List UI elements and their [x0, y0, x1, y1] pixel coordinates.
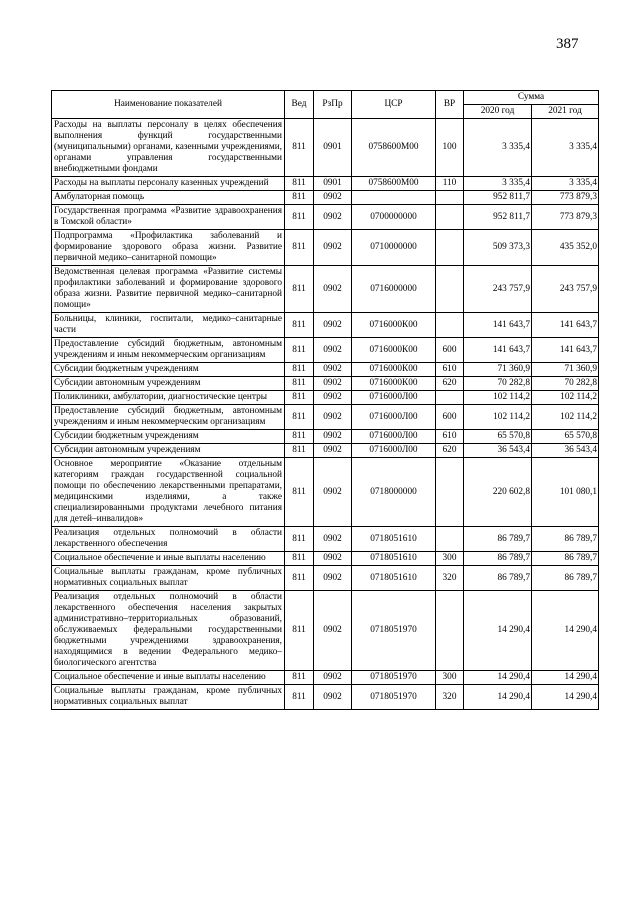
cell-name: Реализация отдельных полномочий в области лекарственного обеспечения населения закрытых административно–территориальных образований, обслуживаемых федеральными государственными бюджетными учреждениями здравоохранения, находящимися в ведении Федерального медико–биологического агентства [52, 591, 285, 671]
cell-sum-2021: 86 789,7 [532, 527, 599, 552]
cell-csr: 0718051610 [352, 566, 436, 591]
table-row [52, 119, 599, 177]
cell-sum-2021: 65 570,8 [532, 430, 599, 444]
cell-ved: 811 [285, 205, 314, 230]
table-row [52, 177, 599, 191]
table-row [52, 391, 599, 405]
cell-sum-2021: 14 290,4 [532, 671, 599, 685]
cell-rzpr: 0902 [314, 444, 352, 458]
cell-csr: 0716000000 [352, 266, 436, 313]
cell-sum-2020: 70 282,8 [464, 377, 532, 391]
cell-csr: 0718051970 [352, 671, 436, 685]
cell-name: Подпрограмма «Профилактика заболеваний и формирование здорового образа жизни. Развитие первичной медико–санитарной помощи» [52, 230, 285, 266]
cell-ved: 811 [285, 363, 314, 377]
cell-csr: 0758600М00 [352, 119, 436, 177]
cell-csr: 0716000Л00 [352, 391, 436, 405]
cell-name: Государственная программа «Развитие здравоохранения в Томской области» [52, 205, 285, 230]
cell-rzpr: 0902 [314, 405, 352, 430]
table-row [52, 363, 599, 377]
cell-ved: 811 [285, 119, 314, 177]
cell-name: Реализация отдельных полномочий в области лекарственного обеспечения [52, 527, 285, 552]
cell-name: Субсидии автономным учреждениям [52, 377, 285, 391]
cell-ved: 811 [285, 458, 314, 527]
cell-sum-2020: 243 757,9 [464, 266, 532, 313]
cell-vr: 100 [436, 119, 464, 177]
cell-sum-2021: 243 757,9 [532, 266, 599, 313]
cell-csr: 0710000000 [352, 230, 436, 266]
cell-rzpr: 0902 [314, 552, 352, 566]
cell-sum-2021: 102 114,2 [532, 391, 599, 405]
table-row [52, 552, 599, 566]
table-row [52, 266, 599, 313]
cell-vr [436, 527, 464, 552]
cell-name: Амбулаторная помощь [52, 191, 285, 205]
cell-sum-2020: 65 570,8 [464, 430, 532, 444]
cell-name: Поликлиники, амбулатории, диагностические центры [52, 391, 285, 405]
cell-ved: 811 [285, 391, 314, 405]
table-header [52, 91, 599, 119]
cell-vr: 600 [436, 405, 464, 430]
cell-name: Субсидии автономным учреждениям [52, 444, 285, 458]
cell-name: Больницы, клиники, госпитали, медико–санитарные части [52, 313, 285, 338]
cell-vr: 610 [436, 363, 464, 377]
cell-name: Предоставление субсидий бюджетным, автономным учреждениям и иным некоммерческим организациям [52, 338, 285, 363]
cell-sum-2020: 509 373,3 [464, 230, 532, 266]
cell-rzpr: 0901 [314, 119, 352, 177]
cell-ved: 811 [285, 591, 314, 671]
cell-rzpr: 0902 [314, 458, 352, 527]
cell-sum-2021: 36 543,4 [532, 444, 599, 458]
table-row [52, 338, 599, 363]
cell-sum-2021: 14 290,4 [532, 685, 599, 710]
table-row [52, 685, 599, 710]
cell-sum-2020: 141 643,7 [464, 313, 532, 338]
cell-rzpr: 0902 [314, 230, 352, 266]
cell-sum-2020: 86 789,7 [464, 527, 532, 552]
cell-name: Социальное обеспечение и иные выплаты населению [52, 552, 285, 566]
cell-vr [436, 458, 464, 527]
cell-rzpr: 0902 [314, 338, 352, 363]
cell-name: Социальное обеспечение и иные выплаты населению [52, 671, 285, 685]
cell-rzpr: 0902 [314, 205, 352, 230]
cell-name: Социальные выплаты гражданам, кроме публичных нормативных социальных выплат [52, 566, 285, 591]
cell-ved: 811 [285, 444, 314, 458]
cell-rzpr: 0901 [314, 177, 352, 191]
cell-ved: 811 [285, 191, 314, 205]
header-name: Наименование показателей [52, 91, 285, 119]
cell-csr: 0758600М00 [352, 177, 436, 191]
cell-vr: 320 [436, 685, 464, 710]
cell-vr: 600 [436, 338, 464, 363]
cell-vr: 300 [436, 671, 464, 685]
cell-ved: 811 [285, 338, 314, 363]
cell-sum-2021: 141 643,7 [532, 313, 599, 338]
cell-csr: 0716000К00 [352, 363, 436, 377]
cell-vr [436, 230, 464, 266]
cell-vr [436, 266, 464, 313]
cell-csr: 0718051970 [352, 685, 436, 710]
table-row [52, 230, 599, 266]
table-row [52, 591, 599, 671]
cell-rzpr: 0902 [314, 591, 352, 671]
cell-csr: 0700000000 [352, 205, 436, 230]
cell-rzpr: 0902 [314, 685, 352, 710]
cell-sum-2020: 102 114,2 [464, 405, 532, 430]
header-csr: ЦСР [352, 91, 436, 119]
cell-ved: 811 [285, 266, 314, 313]
cell-csr [352, 191, 436, 205]
header-year-2021: 2021 год [532, 105, 599, 119]
cell-csr: 0716000Л00 [352, 430, 436, 444]
cell-sum-2020: 952 811,7 [464, 205, 532, 230]
cell-csr: 0716000Л00 [352, 444, 436, 458]
cell-ved: 811 [285, 177, 314, 191]
cell-sum-2021: 3 335,4 [532, 177, 599, 191]
cell-rzpr: 0902 [314, 377, 352, 391]
cell-sum-2021: 71 360,9 [532, 363, 599, 377]
cell-ved: 811 [285, 685, 314, 710]
cell-rzpr: 0902 [314, 313, 352, 338]
cell-sum-2021: 70 282,8 [532, 377, 599, 391]
cell-ved: 811 [285, 552, 314, 566]
cell-vr [436, 205, 464, 230]
cell-sum-2021: 101 080,1 [532, 458, 599, 527]
cell-sum-2020: 86 789,7 [464, 566, 532, 591]
cell-sum-2020: 71 360,9 [464, 363, 532, 377]
table-body [52, 119, 599, 710]
cell-rzpr: 0902 [314, 391, 352, 405]
cell-sum-2020: 141 643,7 [464, 338, 532, 363]
cell-name: Предоставление субсидий бюджетным, автономным учреждениям и иным некоммерческим организациям [52, 405, 285, 430]
cell-sum-2020: 3 335,4 [464, 177, 532, 191]
table-row [52, 527, 599, 552]
cell-vr: 620 [436, 377, 464, 391]
cell-csr: 0718051610 [352, 527, 436, 552]
header-year-2020: 2020 год [464, 105, 532, 119]
cell-rzpr: 0902 [314, 430, 352, 444]
table-row [52, 191, 599, 205]
cell-name: Расходы на выплаты персоналу в целях обеспечения выполнения функций государственными (муниципальными) органами, казенными учреждениями, органами управления государственными внебюджетными фондами [52, 119, 285, 177]
cell-ved: 811 [285, 671, 314, 685]
cell-csr: 0716000К00 [352, 338, 436, 363]
page-number: 387 [556, 36, 579, 52]
cell-sum-2021: 3 335,4 [532, 119, 599, 177]
cell-rzpr: 0902 [314, 266, 352, 313]
cell-sum-2020: 220 602,8 [464, 458, 532, 527]
cell-rzpr: 0902 [314, 566, 352, 591]
cell-sum-2020: 14 290,4 [464, 671, 532, 685]
cell-vr: 620 [436, 444, 464, 458]
table-row [52, 405, 599, 430]
cell-ved: 811 [285, 377, 314, 391]
table-row [52, 566, 599, 591]
cell-sum-2021: 102 114,2 [532, 405, 599, 430]
cell-sum-2020: 952 811,7 [464, 191, 532, 205]
table-row [52, 458, 599, 527]
cell-sum-2021: 773 879,3 [532, 205, 599, 230]
cell-csr: 0718051970 [352, 591, 436, 671]
budget-table [51, 90, 599, 710]
cell-sum-2021: 86 789,7 [532, 566, 599, 591]
table-row [52, 313, 599, 338]
cell-vr: 320 [436, 566, 464, 591]
cell-sum-2020: 14 290,4 [464, 591, 532, 671]
cell-csr: 0716000Л00 [352, 405, 436, 430]
cell-sum-2020: 3 335,4 [464, 119, 532, 177]
cell-rzpr: 0902 [314, 191, 352, 205]
cell-name: Ведомственная целевая программа «Развитие системы профилактики заболеваний и формирование здорового образа жизни. Развитие первичной медико–санитарной помощи» [52, 266, 285, 313]
cell-rzpr: 0902 [314, 363, 352, 377]
cell-ved: 811 [285, 313, 314, 338]
cell-vr [436, 591, 464, 671]
header-vr: ВР [436, 91, 464, 119]
header-rzpr: РзПр [314, 91, 352, 119]
cell-sum-2020: 86 789,7 [464, 552, 532, 566]
cell-sum-2020: 14 290,4 [464, 685, 532, 710]
table-row [52, 444, 599, 458]
cell-sum-2021: 14 290,4 [532, 591, 599, 671]
cell-ved: 811 [285, 527, 314, 552]
cell-vr [436, 313, 464, 338]
cell-sum-2020: 36 543,4 [464, 444, 532, 458]
cell-ved: 811 [285, 430, 314, 444]
cell-name: Субсидии бюджетным учреждениям [52, 363, 285, 377]
table-row [52, 430, 599, 444]
cell-rzpr: 0902 [314, 527, 352, 552]
cell-sum-2021: 86 789,7 [532, 552, 599, 566]
header-sum: Сумма [464, 91, 599, 105]
cell-sum-2021: 141 643,7 [532, 338, 599, 363]
cell-vr [436, 391, 464, 405]
header-ved: Вед [285, 91, 314, 119]
cell-csr: 0718000000 [352, 458, 436, 527]
cell-vr: 610 [436, 430, 464, 444]
cell-rzpr: 0902 [314, 671, 352, 685]
cell-ved: 811 [285, 405, 314, 430]
cell-name: Субсидии бюджетным учреждениям [52, 430, 285, 444]
cell-name: Основное мероприятие «Оказание отдельным категориям граждан государственной социальной помощи по обеспечению лекарственными препаратами, медицинскими изделиями, а также специализированными продуктами лечебного питания для детей–инвалидов» [52, 458, 285, 527]
cell-csr: 0716000К00 [352, 377, 436, 391]
cell-sum-2020: 102 114,2 [464, 391, 532, 405]
cell-vr [436, 191, 464, 205]
table-row [52, 377, 599, 391]
cell-sum-2021: 773 879,3 [532, 191, 599, 205]
cell-vr: 300 [436, 552, 464, 566]
cell-sum-2021: 435 352,0 [532, 230, 599, 266]
cell-name: Социальные выплаты гражданам, кроме публичных нормативных социальных выплат [52, 685, 285, 710]
table-row [52, 671, 599, 685]
cell-csr: 0716000К00 [352, 313, 436, 338]
cell-ved: 811 [285, 566, 314, 591]
cell-csr: 0718051610 [352, 552, 436, 566]
cell-ved: 811 [285, 230, 314, 266]
cell-vr: 110 [436, 177, 464, 191]
table-row [52, 205, 599, 230]
cell-name: Расходы на выплаты персоналу казенных учреждений [52, 177, 285, 191]
